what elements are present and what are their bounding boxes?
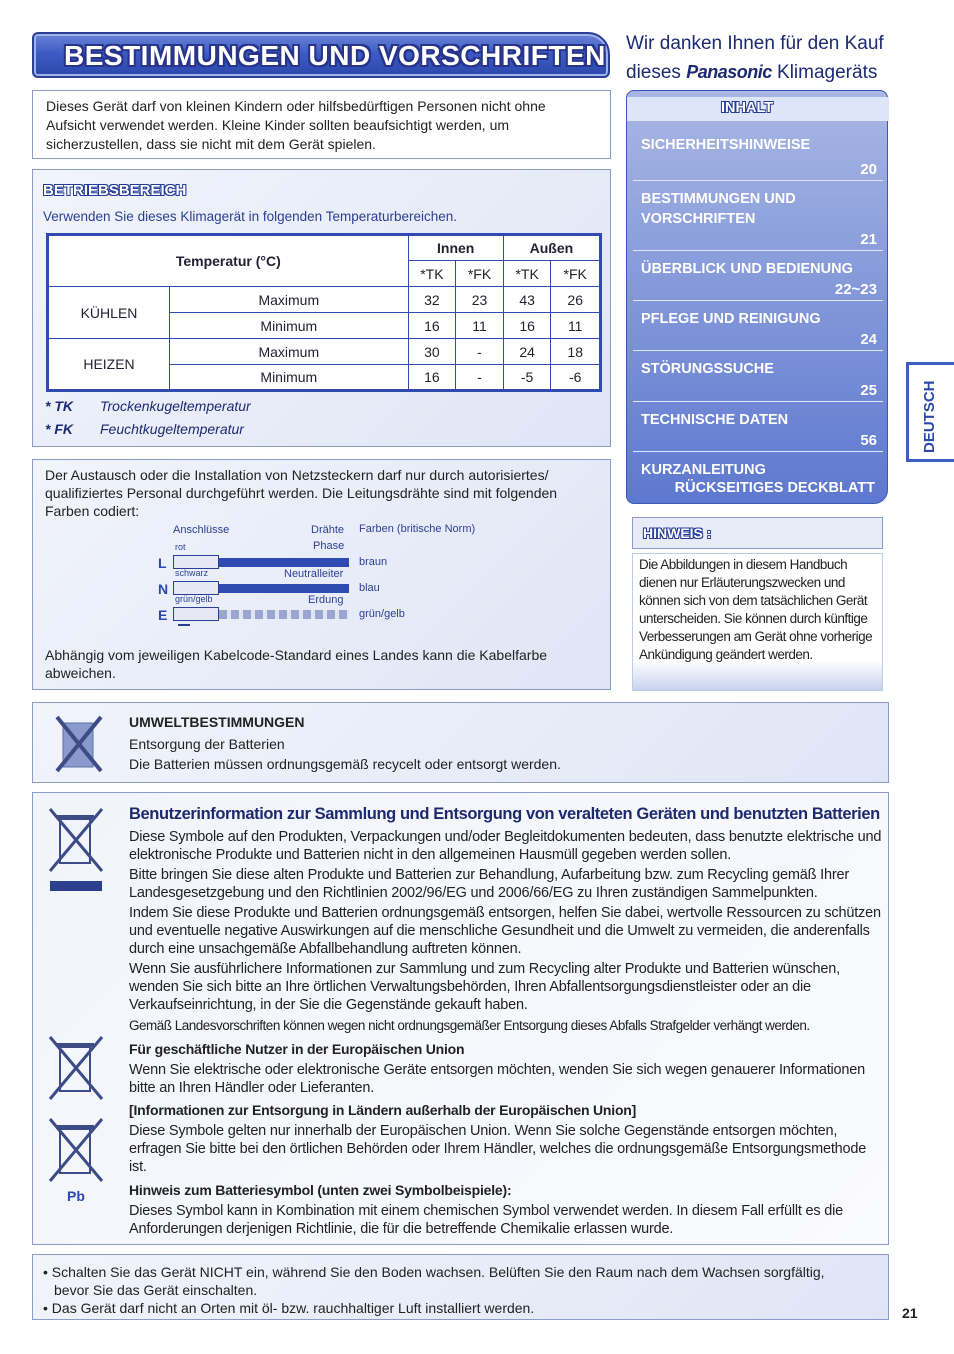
indoor-header: Innen xyxy=(408,235,503,261)
disposal-p3: Indem Sie diese Produkte und Batterien ordnungsgemäß entsorgen, helfen Sie dabei, wertvolle Ressourcen zu schützen und eventuelle negative Auswirkungen auf die menschliche Gesundheit und die Umwelt zu vermeiden, die anderenfalls durch eine unsachgemäße Abfallbehandlung auftreten können. xyxy=(129,905,881,957)
wiring-diagram xyxy=(143,522,493,632)
toc-item-troubleshooting[interactable] xyxy=(633,351,883,402)
letter-l: L xyxy=(158,555,167,571)
footnote-tk xyxy=(45,398,251,414)
footnote-fk xyxy=(45,421,244,437)
bottom-note-1-line2: bevor Sie das Gerät einschalten. xyxy=(54,1282,258,1298)
value-cell: - xyxy=(456,365,504,391)
level-cell: Minimum xyxy=(170,365,409,391)
wire-e xyxy=(219,610,349,619)
bottom-notes xyxy=(32,1254,889,1320)
col-tk: *TK xyxy=(503,261,551,287)
weee-bin-icon xyxy=(46,1033,106,1105)
disposal-text xyxy=(129,828,887,1238)
thanks-text xyxy=(626,30,884,87)
col-colors: Farben (britische Norm) xyxy=(359,523,476,535)
note-box xyxy=(632,553,883,691)
col-connections: Anschlüsse xyxy=(173,524,230,536)
wire-n xyxy=(219,584,349,593)
weee-bin-icon xyxy=(46,805,106,891)
wire-label-l: Phase xyxy=(313,540,345,552)
bottom-note-2: • Das Gerät darf nicht an Orten mit öl- bzw. rauchhaltiger Luft installiert werden. xyxy=(43,1300,535,1316)
outdoor-header: Außen xyxy=(503,235,600,261)
disposal-heading: Benutzerinformation zur Sammlung und Entsorgung von veralteten Geräten und benutzten Batterien xyxy=(129,805,880,823)
value-cell: - xyxy=(456,339,504,365)
disposal-p5: Gemäß Landesvorschriften können wegen nicht ordnungsgemäßer Entsorgung dieses Abfalls Strafgelder verhängt werden. xyxy=(129,1018,810,1033)
disposal-h2: Für geschäftliche Nutzer in der Europäischen Union xyxy=(129,1041,465,1057)
small-label-l: rot xyxy=(175,542,186,552)
toc-label: KURZANLEITUNG xyxy=(641,462,766,478)
table-row xyxy=(48,339,601,365)
language-tab xyxy=(906,362,954,462)
note-heading-box xyxy=(632,517,883,549)
environment-section xyxy=(32,702,889,783)
language-label: DEUTSCH xyxy=(921,380,938,453)
terminal-e xyxy=(173,607,219,621)
battery-bin-icon xyxy=(46,1115,106,1187)
disposal-section xyxy=(32,792,889,1245)
terminal-n xyxy=(173,581,219,595)
toc-page: 22~23 xyxy=(834,281,877,298)
thanks-prefix: dieses xyxy=(626,62,681,83)
small-label-e: grün/gelb xyxy=(175,594,213,604)
brand-logo: Panasonic xyxy=(686,62,772,82)
toc-heading: INHALT xyxy=(721,100,774,116)
pb-label: Pb xyxy=(67,1188,85,1204)
toc-page: 25 xyxy=(860,382,877,399)
table-row xyxy=(48,287,601,313)
disposal-p6: Wenn Sie elektrische oder elektronische Geräte entsorgen möchten, wenden Sie sich wegen genauerer Informationen bitte an Ihren Händler oder Lieferanten. xyxy=(129,1062,866,1096)
bottom-note-1-line1: • Schalten Sie das Gerät NICHT ein, während Sie den Boden wachsen. Belüften Sie den Raum nach dem Wachsen sorgfältig, xyxy=(43,1264,825,1280)
note-text: Die Abbildungen in diesem Handbuch dienen nur Erläuterungszwecken und können sich von dem tatsächlichen Gerät unterscheiden. Sie können durch künftige Verbesserungen am Gerät ohne vorherige Ankündigung geändert werden. xyxy=(639,557,873,662)
toc-heading-bar xyxy=(627,97,889,121)
mode-cell: KÜHLEN xyxy=(48,287,170,339)
toc-label: BESTIMMUNGEN UND VORSCHRIFTEN xyxy=(641,191,796,227)
footnote-fk-key: * FK xyxy=(45,421,73,437)
toc-page: 56 xyxy=(860,432,877,449)
small-label-n: schwarz xyxy=(175,568,209,578)
thanks-line1: Wir danken Ihnen für den Kauf xyxy=(626,33,884,54)
disposal-p8: Dieses Symbol kann in Kombination mit einem chemischen Symbol verwendet werden. In diesem Fall erfüllt es die Anforderungen derjenigen Richtlinie, die für die betreffende Chemikalie erlassen wurde. xyxy=(129,1203,844,1237)
disposal-h3: [Informationen zur Entsorgung in Ländern außerhalb der Europäischen Union] xyxy=(129,1102,637,1118)
toc-page: RÜCKSEITIGES DECKBLATT xyxy=(674,480,875,496)
color-label-n: blau xyxy=(359,582,380,594)
environment-heading: UMWELTBESTIMMUNGEN xyxy=(129,714,305,730)
toc-label: TECHNISCHE DATEN xyxy=(641,412,789,428)
letter-n: N xyxy=(158,581,169,597)
battery-bin-icon xyxy=(55,713,103,775)
page-number: 21 xyxy=(902,1305,918,1321)
footnote-fk-value: Feuchtkugeltemperatur xyxy=(100,421,244,437)
value-cell: 32 xyxy=(408,287,456,313)
col-fk: *FK xyxy=(456,261,504,287)
value-cell: 16 xyxy=(408,313,456,339)
value-cell: 26 xyxy=(551,287,601,313)
value-cell: -6 xyxy=(551,365,601,391)
toc-label: STÖRUNGSSUCHE xyxy=(641,361,774,377)
level-cell: Maximum xyxy=(170,287,409,313)
note-heading: HINWEIS : xyxy=(643,525,712,541)
wiring-section xyxy=(32,459,611,690)
value-cell: 16 xyxy=(503,313,551,339)
value-cell: 43 xyxy=(503,287,551,313)
toc-item-care[interactable] xyxy=(633,301,883,351)
value-cell: 16 xyxy=(408,365,456,391)
footnote-tk-value: Trockenkugeltemperatur xyxy=(100,398,251,414)
operating-range-intro: Verwenden Sie dieses Klimagerät in folgenden Temperaturbereichen. xyxy=(43,209,458,224)
toc-item-specs[interactable] xyxy=(633,402,883,452)
children-notice-box xyxy=(32,90,611,159)
wire-label-e: Erdung xyxy=(308,594,344,606)
page-title: BESTIMMUNGEN UND VORSCHRIFTEN xyxy=(64,40,606,71)
color-label-l: braun xyxy=(359,556,388,568)
ground-icon xyxy=(178,624,190,632)
disposal-h4: Hinweis zum Batteriesymbol (unten zwei Symbolbeispiele): xyxy=(129,1182,512,1198)
value-cell: 24 xyxy=(503,339,551,365)
temperature-table xyxy=(46,233,602,392)
children-notice: Dieses Gerät darf von kleinen Kindern oder hilfsbedürftigen Personen nicht ohne Aufsicht verwendet werden. Kleine Kinder sollten beaufsichtigt werden, um sicherzustellen, dass sie nicht mit dem Gerät spielen. xyxy=(46,98,546,152)
terminal-l xyxy=(173,555,219,569)
value-cell: 23 xyxy=(456,287,504,313)
toc-page: 21 xyxy=(860,231,877,248)
col-wires: Drähte xyxy=(311,524,345,536)
toc-label: ÜBERBLICK UND BEDIENUNG xyxy=(641,261,853,277)
wire-l xyxy=(219,558,349,567)
toc-item-safety[interactable] xyxy=(633,127,883,181)
environment-line1: Entsorgung der Batterien xyxy=(129,736,285,752)
toc-item-overview[interactable] xyxy=(633,251,883,301)
toc-item-regulations[interactable] xyxy=(633,181,883,251)
thanks-suffix: Klimageräts xyxy=(777,62,878,83)
value-cell: 11 xyxy=(551,313,601,339)
disposal-p7: Diese Symbole gelten nur innerhalb der Europäischen Union. Wenn Sie solche Gegenstände entsorgen möchten, erfragen Sie bitte bei den örtlichen Behörden oder Ihrem Händler, welches die ordnungsgemäße Entsorgungsmethode ist. xyxy=(129,1123,867,1175)
table-of-contents xyxy=(626,90,888,504)
mode-cell: HEIZEN xyxy=(48,339,170,391)
wire-label-n: Neutralleiter xyxy=(284,568,344,580)
operating-range-section xyxy=(32,169,611,447)
color-label-e: grün/gelb xyxy=(359,608,405,620)
temp-header: Temperatur (°C) xyxy=(48,235,409,287)
toc-label: SICHERHEITSHINWEISE xyxy=(641,137,811,153)
operating-range-heading: BETRIEBSBEREICH xyxy=(43,182,187,199)
value-cell: 11 xyxy=(456,313,504,339)
letter-e: E xyxy=(158,607,168,623)
value-cell: 18 xyxy=(551,339,601,365)
value-cell: -5 xyxy=(503,365,551,391)
level-cell: Maximum xyxy=(170,339,409,365)
wiring-outro: Abhängig vom jeweiligen Kabelcode-Standard eines Landes kann die Kabelfarbe abweichen. xyxy=(45,647,548,681)
footnote-tk-key: * TK xyxy=(45,398,73,414)
toc-page: 20 xyxy=(860,161,877,178)
col-fk: *FK xyxy=(551,261,601,287)
col-tk: *TK xyxy=(408,261,456,287)
value-cell: 30 xyxy=(408,339,456,365)
disposal-p4: Wenn Sie ausführlichere Informationen zur Sammlung und zum Recycling alter Produkte und Batterien wünschen, wenden Sie sich bitte an Ihre örtlichen Verwaltungsbehörden, Ihren Abfallentsorgungsdienstleister oder an die Verkaufseinrichtung, in der Sie die Gegenstände gekauft haben. xyxy=(129,961,840,1013)
toc-label: PFLEGE UND REINIGUNG xyxy=(641,311,821,327)
level-cell: Minimum xyxy=(170,313,409,339)
disposal-p2: Bitte bringen Sie diese alten Produkte und Batterien zur Behandlung, Aufarbeitung bzw. zum Recycling gemäß Ihrer Landesgesetzgebung und den Richtlinien 2002/96/EG und 2006/66/EG zu Ihren zuständigen Sammelpunkten. xyxy=(129,867,849,901)
toc-page: 24 xyxy=(860,331,877,348)
toc-item-quickguide[interactable] xyxy=(633,452,883,500)
disposal-p1: Diese Symbole auf den Produkten, Verpackungen und/oder Begleitdokumenten bedeuten, dass benutzte elektrische und elektronische Produkte und Batterien nicht in den allgemeinen Hausmüll gegeben werden sollen. xyxy=(129,829,882,863)
environment-line2: Die Batterien müssen ordnungsgemäß recycelt oder entsorgt werden. xyxy=(129,756,561,772)
page-title-banner xyxy=(32,32,610,78)
wiring-intro: Der Austausch oder die Installation von Netzsteckern darf nur durch autorisiertes/ qualifiziertes Personal durchgeführt werden. Die Leitungsdrähte sind mit folgenden Farben codiert: xyxy=(45,467,558,519)
bottom-note-1 xyxy=(43,1263,825,1317)
